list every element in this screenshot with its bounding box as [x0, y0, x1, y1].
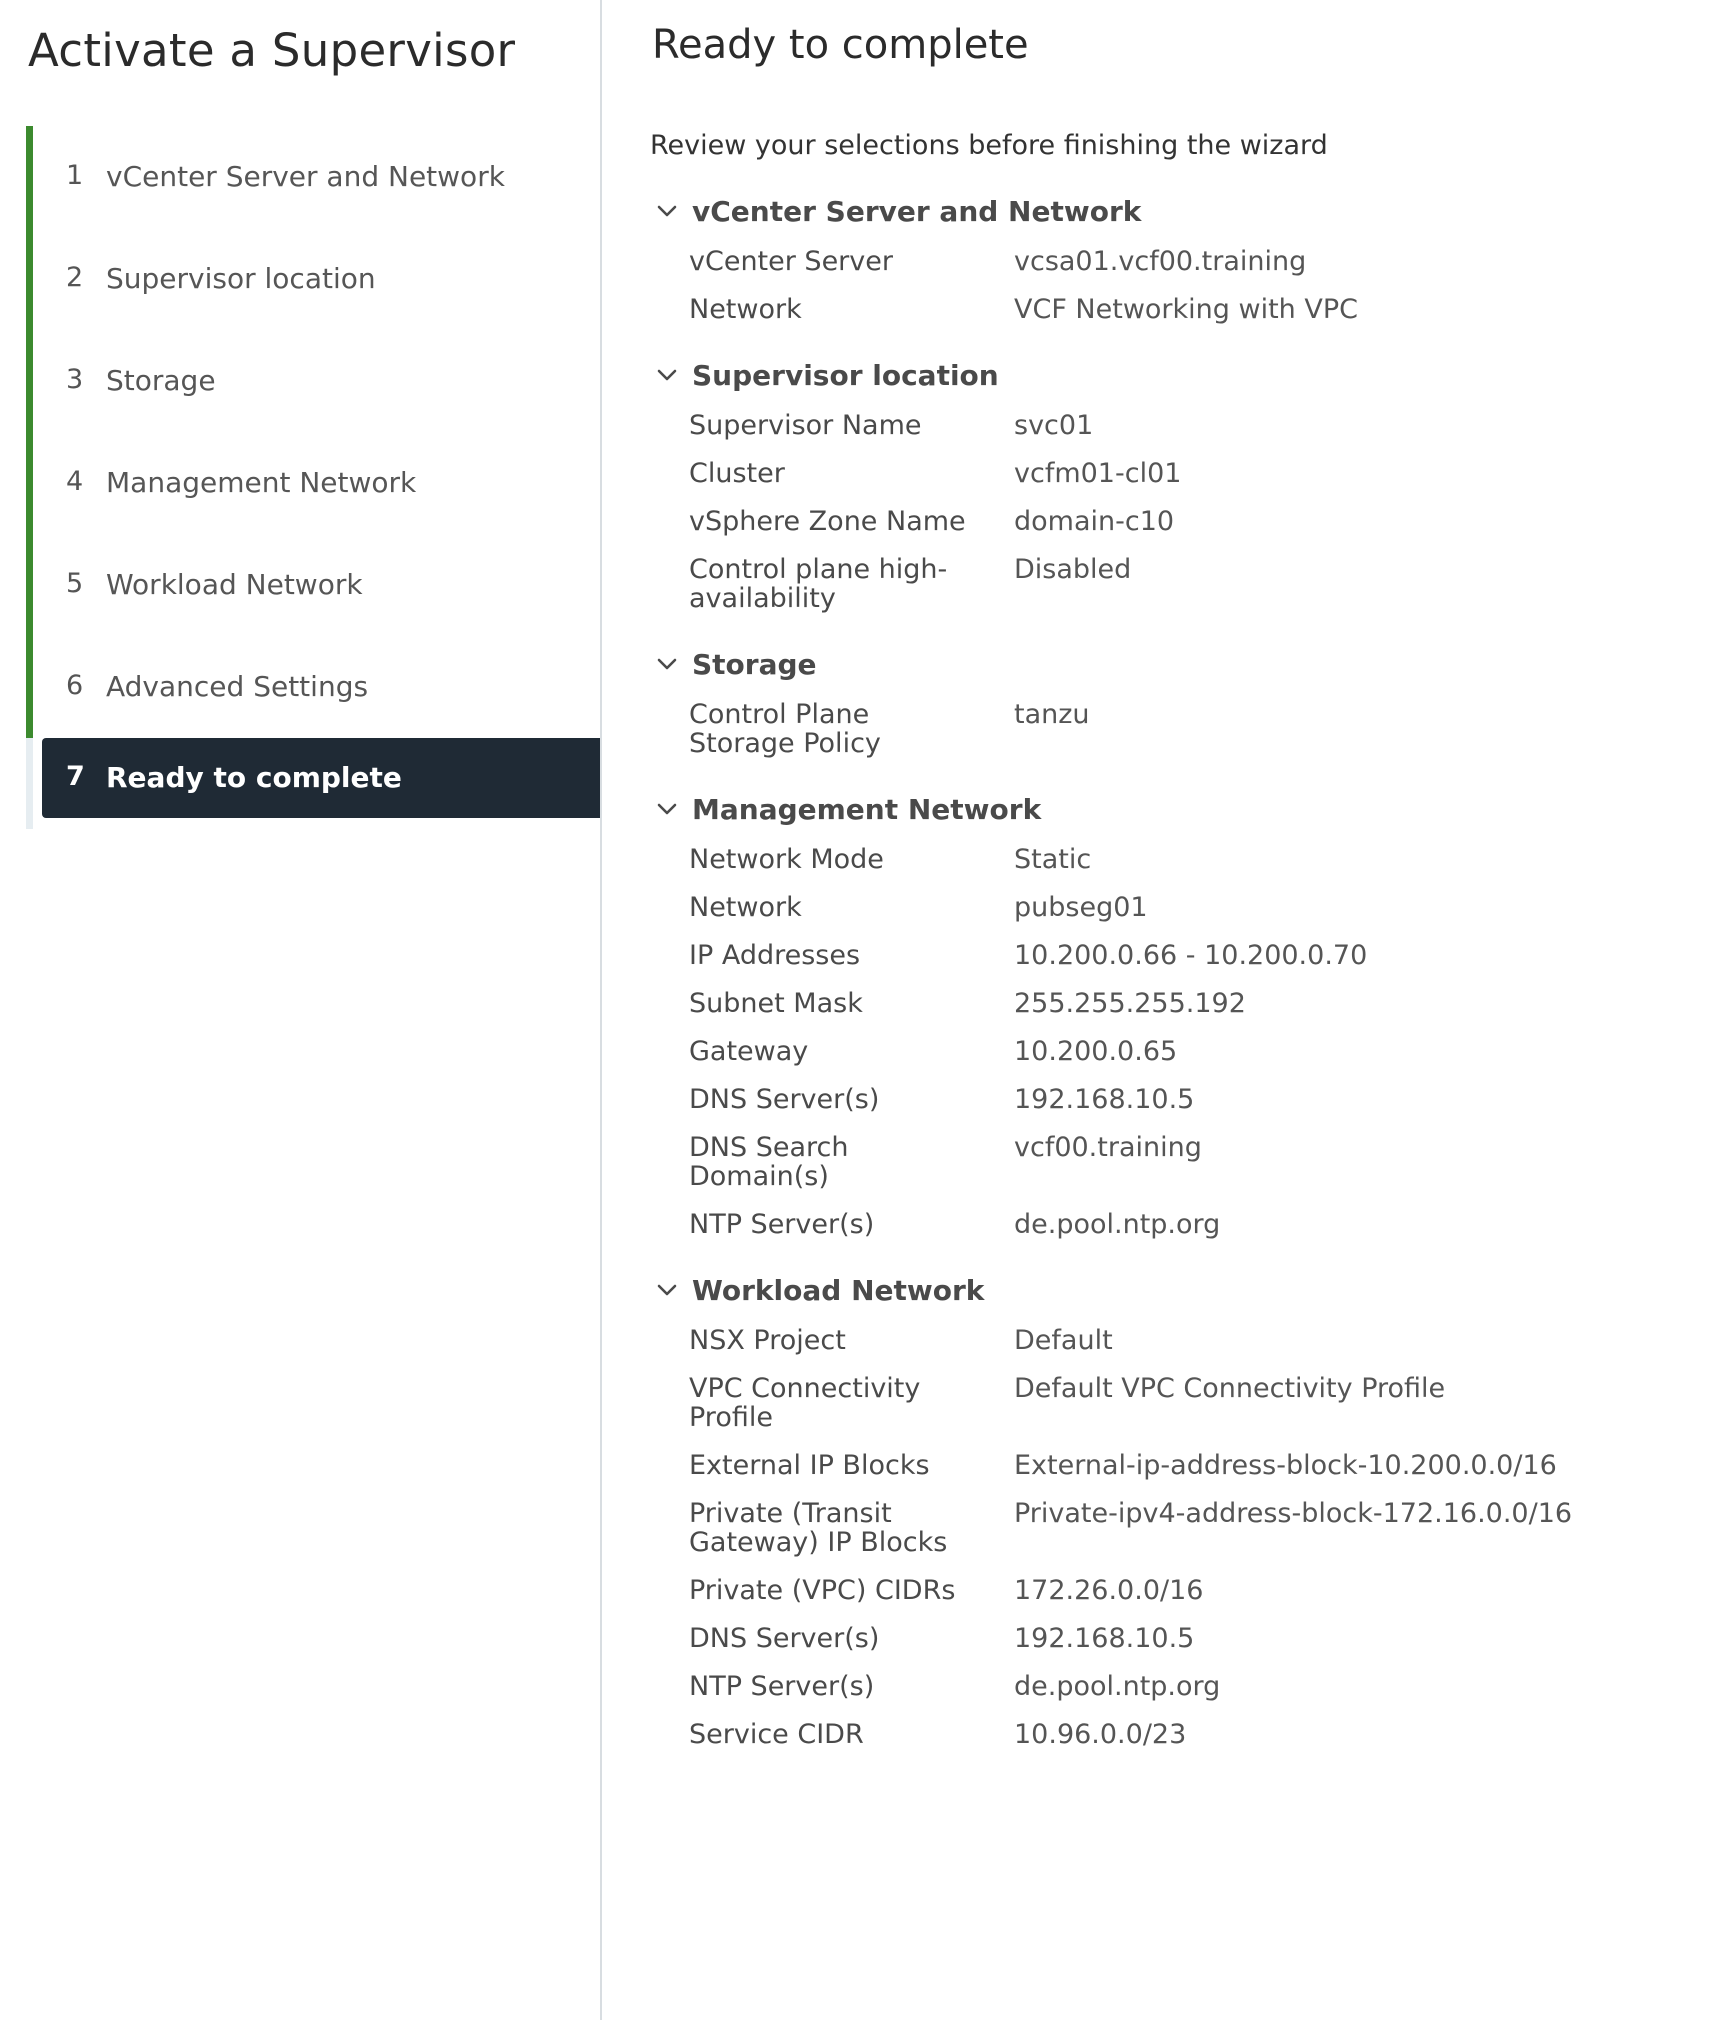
review-row [650, 1492, 1690, 1569]
step-completed-bar [26, 126, 33, 228]
review-row [650, 838, 1690, 886]
step-number: 6 [66, 670, 84, 701]
review-row-value: 192.168.10.5 [1014, 1084, 1195, 1115]
review-row [650, 1617, 1690, 1665]
section-title: Supervisor location [692, 359, 999, 392]
step-label: Management Network [106, 466, 417, 499]
review-row [650, 500, 1690, 548]
review-row [650, 288, 1690, 336]
wizard-title: Activate a Supervisor [28, 24, 516, 77]
section-rows [650, 1319, 1690, 1761]
step-label: Advanced Settings [106, 670, 369, 703]
review-row-key: DNS Search Domain(s) [689, 1132, 849, 1192]
chevron-down-icon [656, 364, 678, 386]
review-row-key: NTP Server(s) [689, 1671, 875, 1702]
section-storage [650, 643, 1690, 770]
section-header[interactable] [650, 1269, 1690, 1319]
review-row-key: Private (Transit Gateway) IP Blocks [689, 1498, 948, 1558]
review-row [650, 1665, 1690, 1713]
review-panel [650, 0, 1690, 2020]
step-number: 2 [66, 262, 84, 293]
review-row [650, 240, 1690, 288]
step-number: 4 [66, 466, 84, 497]
section-rows [650, 693, 1690, 770]
wizard-step-7-current[interactable] [26, 738, 600, 840]
review-row-key: DNS Server(s) [689, 1623, 880, 1654]
review-row-value: 172.26.0.0/16 [1014, 1575, 1204, 1606]
review-row [650, 982, 1690, 1030]
review-row-value: tanzu [1014, 699, 1090, 730]
review-row-key: DNS Server(s) [689, 1084, 880, 1115]
section-title: Management Network [692, 793, 1042, 826]
review-row-key: Private (VPC) CIDRs [689, 1575, 956, 1606]
review-row-value: External-ip-address-block-10.200.0.0/16 [1014, 1450, 1557, 1481]
review-row [650, 1367, 1690, 1444]
section-header[interactable] [650, 643, 1690, 693]
chevron-down-icon [656, 1279, 678, 1301]
review-row-value: Default VPC Connectivity Profile [1014, 1373, 1446, 1404]
review-row-value: Disabled [1014, 554, 1132, 585]
review-row-key: Subnet Mask [689, 988, 863, 1019]
step-label: Supervisor location [106, 262, 376, 295]
wizard-sidebar [0, 0, 600, 2020]
review-row-value: Private-ipv4-address-block-172.16.0.0/16 [1014, 1498, 1573, 1529]
step-completed-bar [26, 534, 33, 636]
review-row-value: 10.96.0.0/23 [1014, 1719, 1187, 1750]
review-row-value: vcsa01.vcf00.training [1014, 246, 1307, 277]
review-row-key: VPC Connectivity Profile [689, 1373, 921, 1433]
review-row-value: 10.200.0.65 [1014, 1036, 1178, 1067]
step-label: Storage [106, 364, 216, 397]
wizard-step-6[interactable] [26, 636, 600, 738]
review-row [650, 1078, 1690, 1126]
step-completed-bar [26, 330, 33, 432]
review-row-key: External IP Blocks [689, 1450, 930, 1481]
chevron-down-icon [656, 200, 678, 222]
page-subtitle: Review your selections before finishing the wizard [650, 130, 1328, 161]
chevron-down-icon [656, 653, 678, 675]
review-row [650, 1203, 1690, 1251]
review-row-key: Gateway [689, 1036, 809, 1067]
review-row [650, 1569, 1690, 1617]
section-rows [650, 404, 1690, 625]
review-row [650, 1030, 1690, 1078]
review-row-value: vcfm01-cl01 [1014, 458, 1182, 489]
step-number: 3 [66, 364, 84, 395]
step-label: Workload Network [106, 568, 363, 601]
step-completed-bar [26, 432, 33, 534]
review-row-value: vcf00.training [1014, 1132, 1202, 1163]
review-row-key: Control Plane Storage Policy [689, 699, 881, 759]
section-vcenter-server-and-network [650, 190, 1690, 336]
section-title: vCenter Server and Network [692, 195, 1142, 228]
review-row [650, 934, 1690, 982]
review-row [650, 693, 1690, 770]
step-label: vCenter Server and Network [106, 160, 505, 193]
review-row-key: Control plane high-availability [689, 554, 948, 614]
section-header[interactable] [650, 354, 1690, 404]
review-row [650, 1713, 1690, 1761]
wizard-step-1[interactable] [26, 126, 600, 228]
section-workload-network [650, 1269, 1690, 1761]
section-header[interactable] [650, 190, 1690, 240]
review-row-value: domain-c10 [1014, 506, 1175, 537]
section-supervisor-location [650, 354, 1690, 625]
wizard-steps [26, 126, 600, 840]
step-label: Ready to complete [106, 761, 402, 794]
review-row [650, 1126, 1690, 1203]
review-row-key: vCenter Server [689, 246, 893, 277]
review-row-key: Service CIDR [689, 1719, 864, 1750]
wizard-step-2[interactable] [26, 228, 600, 330]
review-row-key: Supervisor Name [689, 410, 922, 441]
review-row [650, 452, 1690, 500]
step-completed-bar [26, 636, 33, 738]
review-row [650, 1319, 1690, 1367]
wizard-step-4[interactable] [26, 432, 600, 534]
review-row-key: Cluster [689, 458, 785, 489]
review-row-key: vSphere Zone Name [689, 506, 966, 537]
sidebar-divider [600, 0, 602, 2020]
review-row-key: NSX Project [689, 1325, 846, 1356]
review-row-value: 255.255.255.192 [1014, 988, 1246, 1019]
wizard-step-5[interactable] [26, 534, 600, 636]
review-row-value: VCF Networking with VPC [1014, 294, 1358, 325]
review-row-key: Network [689, 294, 802, 325]
section-rows [650, 838, 1690, 1251]
section-management-network [650, 788, 1690, 1251]
review-row [650, 548, 1690, 625]
section-title: Storage [692, 648, 817, 681]
review-row-value: 10.200.0.66 - 10.200.0.70 [1014, 940, 1368, 971]
section-title: Workload Network [692, 1274, 985, 1307]
review-row-value: pubseg01 [1014, 892, 1148, 923]
review-row [650, 404, 1690, 452]
step-number: 5 [66, 568, 84, 599]
review-row-key: IP Addresses [689, 940, 861, 971]
section-rows [650, 240, 1690, 336]
review-row-value: de.pool.ntp.org [1014, 1671, 1221, 1702]
step-progress-bar [26, 738, 33, 829]
review-row-value: Static [1014, 844, 1092, 875]
review-row-key: NTP Server(s) [689, 1209, 875, 1240]
review-row-key: Network Mode [689, 844, 884, 875]
review-row-value: Default [1014, 1325, 1113, 1356]
step-number: 1 [66, 160, 84, 191]
review-row [650, 886, 1690, 934]
section-header[interactable] [650, 788, 1690, 838]
review-row [650, 1444, 1690, 1492]
review-row-value: de.pool.ntp.org [1014, 1209, 1221, 1240]
review-row-value: 192.168.10.5 [1014, 1623, 1195, 1654]
review-row-value: svc01 [1014, 410, 1094, 441]
chevron-down-icon [656, 798, 678, 820]
review-sections [650, 190, 1690, 1779]
review-row-key: Network [689, 892, 802, 923]
page-title: Ready to complete [652, 22, 1029, 68]
step-number: 7 [66, 761, 85, 792]
step-completed-bar [26, 228, 33, 330]
wizard-step-3[interactable] [26, 330, 600, 432]
